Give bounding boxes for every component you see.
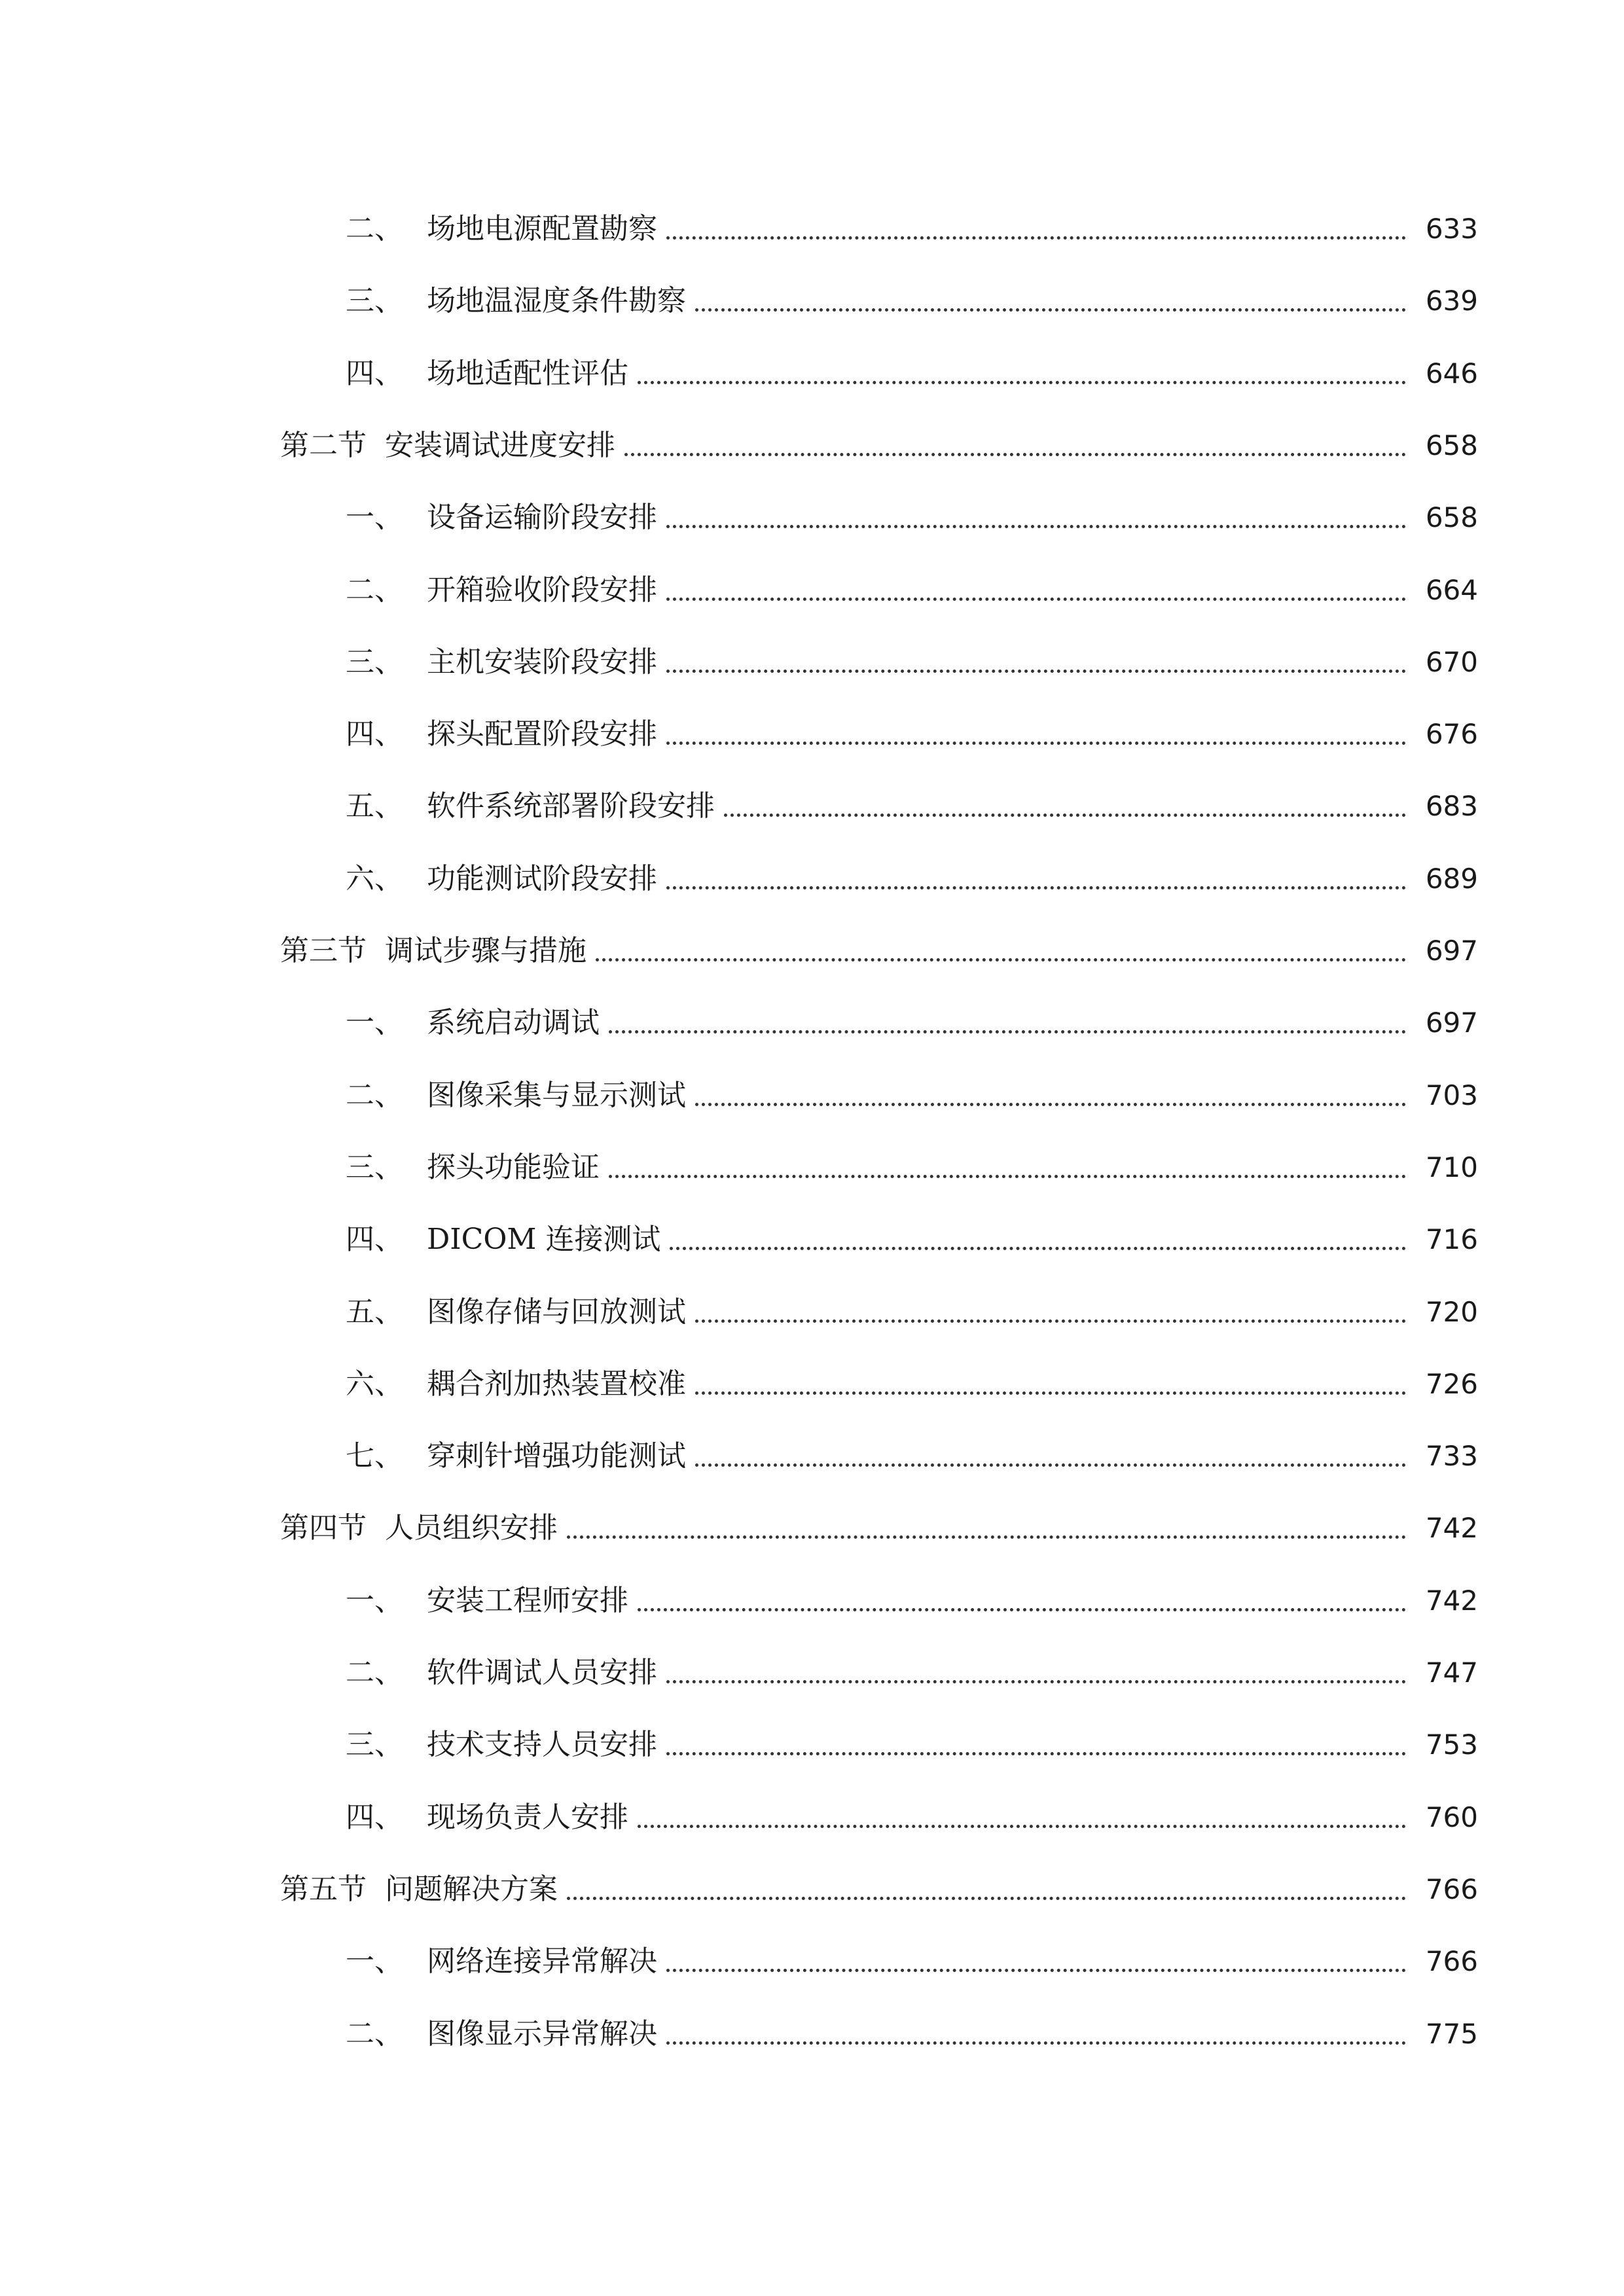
toc-subsection-entry[interactable] xyxy=(346,630,1478,682)
toc-entry-label xyxy=(346,715,657,754)
dot-leader xyxy=(609,1175,1406,1178)
dot-leader xyxy=(638,381,1406,384)
toc-subsection-entry[interactable] xyxy=(346,774,1478,826)
toc-entry-title: 安装调试进度安排 xyxy=(385,428,615,462)
dot-leader xyxy=(596,958,1406,961)
toc-entry-label xyxy=(346,1942,657,1981)
dot-leader xyxy=(695,308,1406,312)
toc-entry-title: 技术支持人员安排 xyxy=(427,1728,657,1762)
toc-entry-label xyxy=(280,1509,558,1548)
toc-subsection-entry[interactable] xyxy=(346,846,1478,899)
toc-entry-title: 安装工程师安排 xyxy=(427,1583,628,1617)
toc-entry-title: 网络连接异常解决 xyxy=(427,1945,657,1979)
toc-entry-number: 第三节 xyxy=(280,934,367,967)
toc-subsection-entry[interactable] xyxy=(346,1207,1478,1259)
toc-entry-label xyxy=(346,571,657,610)
toc-entry-title: 探头功能验证 xyxy=(427,1150,600,1184)
toc-entry-number: 二、 xyxy=(346,1656,403,1689)
toc-subsection-entry[interactable] xyxy=(346,1568,1478,1621)
toc-entry-page-number: 753 xyxy=(1425,1729,1478,1761)
dot-leader xyxy=(666,2041,1406,2045)
dot-leader xyxy=(609,1030,1406,1033)
toc-entry-title: 系统启动调试 xyxy=(427,1006,600,1040)
dot-leader xyxy=(666,1969,1406,1972)
toc-subsection-entry[interactable] xyxy=(346,485,1478,537)
toc-entry-page-number: 703 xyxy=(1425,1079,1478,1111)
toc-subsection-entry[interactable] xyxy=(346,702,1478,754)
dot-leader xyxy=(724,814,1406,817)
toc-entry-number: 三、 xyxy=(346,1150,403,1184)
toc-subsection-entry[interactable] xyxy=(346,1352,1478,1404)
dot-leader xyxy=(695,1319,1406,1323)
toc-entry-label xyxy=(346,1725,657,1765)
toc-subsection-entry[interactable] xyxy=(346,1280,1478,1332)
toc-entry-page-number: 633 xyxy=(1425,213,1478,245)
dot-leader xyxy=(670,1247,1406,1250)
toc-entry-title: 耦合剂加热装置校准 xyxy=(427,1367,686,1401)
toc-section-entry[interactable] xyxy=(280,918,1478,971)
toc-entry-label xyxy=(346,498,657,537)
toc-entry-number: 第四节 xyxy=(280,1511,367,1545)
toc-entry-number: 六、 xyxy=(346,1367,403,1401)
toc-subsection-entry[interactable] xyxy=(346,341,1478,393)
toc-entry-number: 三、 xyxy=(346,284,403,318)
toc-entry-title: 主机安装阶段安排 xyxy=(427,645,657,679)
dot-leader xyxy=(666,742,1406,745)
toc-subsection-entry[interactable] xyxy=(346,2001,1478,2054)
dot-leader xyxy=(666,670,1406,673)
toc-entry-title: 设备运输阶段安排 xyxy=(427,501,657,535)
toc-entry-label xyxy=(346,1798,628,1837)
toc-entry-title: 图像存储与回放测试 xyxy=(427,1295,686,1329)
toc-subsection-entry[interactable] xyxy=(346,1063,1478,1115)
toc-entry-number: 一、 xyxy=(346,1583,403,1617)
toc-entry-title: 图像显示异常解决 xyxy=(427,2017,657,2051)
toc-entry-number: 第五节 xyxy=(280,1872,367,1906)
toc-entry-number: 三、 xyxy=(346,1728,403,1762)
toc-entry-title: 穿刺针增强功能测试 xyxy=(427,1439,686,1473)
toc-entry-number: 二、 xyxy=(346,2017,403,2051)
toc-entry-page-number: 689 xyxy=(1425,862,1478,895)
toc-section-entry[interactable] xyxy=(280,413,1478,465)
toc-entry-label xyxy=(346,1365,686,1404)
toc-subsection-entry[interactable] xyxy=(346,1712,1478,1765)
toc-entry-number: 二、 xyxy=(346,573,403,607)
toc-entry-page-number: 775 xyxy=(1425,2017,1478,2050)
toc-entry-title: 图像采集与显示测试 xyxy=(427,1078,686,1112)
toc-entry-label xyxy=(346,787,715,826)
dot-leader xyxy=(666,525,1406,528)
toc-subsection-entry[interactable] xyxy=(346,1929,1478,1981)
toc-entry-number: 四、 xyxy=(346,1800,403,1834)
toc-entry-number: 二、 xyxy=(346,212,403,245)
dot-leader xyxy=(567,1535,1406,1539)
toc-entry-title: 场地适配性评估 xyxy=(427,356,628,390)
toc-entry-page-number: 697 xyxy=(1425,1007,1478,1039)
toc-entry-number: 一、 xyxy=(346,1006,403,1040)
toc-entry-title: 现场负责人安排 xyxy=(427,1800,628,1834)
toc-entry-number: 四、 xyxy=(346,356,403,390)
toc-entry-title: 人员组织安排 xyxy=(385,1511,558,1545)
dot-leader xyxy=(695,1463,1406,1467)
toc-entry-number: 五、 xyxy=(346,789,403,823)
toc-entry-page-number: 683 xyxy=(1425,790,1478,823)
toc-subsection-entry[interactable] xyxy=(346,1640,1478,1693)
toc-entry-title: 软件调试人员安排 xyxy=(427,1656,657,1689)
toc-entry-label xyxy=(280,931,586,971)
toc-subsection-entry[interactable] xyxy=(346,1424,1478,1476)
toc-entry-page-number: 766 xyxy=(1425,1873,1478,1905)
toc-entry-label xyxy=(346,859,657,899)
toc-entry-page-number: 710 xyxy=(1425,1151,1478,1183)
toc-entry-page-number: 646 xyxy=(1425,357,1478,389)
toc-entry-number: 一、 xyxy=(346,501,403,535)
toc-entry-number: 第二节 xyxy=(280,428,367,462)
toc-entry-page-number: 658 xyxy=(1425,501,1478,534)
toc-entry-title: DICOM 连接测试 xyxy=(427,1223,661,1257)
toc-entry-page-number: 742 xyxy=(1425,1584,1478,1617)
toc-entry-title: 调试步骤与措施 xyxy=(385,934,586,967)
toc-entry-number: 四、 xyxy=(346,1223,403,1257)
toc-entry-number: 六、 xyxy=(346,861,403,895)
toc-entry-number: 四、 xyxy=(346,717,403,751)
dot-leader xyxy=(567,1897,1406,1900)
toc-entry-label xyxy=(280,1870,558,1909)
toc-entry-page-number: 670 xyxy=(1425,645,1478,678)
toc-entry-page-number: 697 xyxy=(1425,935,1478,967)
dot-leader xyxy=(638,1825,1406,1828)
toc-section-entry[interactable] xyxy=(280,1496,1478,1548)
toc-entry-title: 场地温湿度条件勘察 xyxy=(427,284,686,318)
toc-entry-label xyxy=(346,643,657,682)
toc-entry-title: 场地电源配置勘察 xyxy=(427,212,657,245)
toc-entry-label xyxy=(346,209,657,249)
toc-entry-label xyxy=(346,281,686,321)
toc-entry-number: 二、 xyxy=(346,1078,403,1112)
toc-entry-title: 开箱验收阶段安排 xyxy=(427,573,657,607)
toc-entry-page-number: 742 xyxy=(1425,1512,1478,1545)
toc-subsection-entry[interactable] xyxy=(346,196,1478,249)
dot-leader xyxy=(666,886,1406,889)
toc-entry-label xyxy=(346,1581,628,1621)
toc-entry-title: 探头配置阶段安排 xyxy=(427,717,657,751)
toc-entry-page-number: 726 xyxy=(1425,1367,1478,1400)
toc-entry-page-number: 658 xyxy=(1425,429,1478,461)
toc-entry-label xyxy=(346,1003,600,1043)
toc-entry-page-number: 639 xyxy=(1425,285,1478,317)
dot-leader xyxy=(638,1608,1406,1611)
toc-entry-label xyxy=(346,1293,686,1332)
toc-entry-label xyxy=(346,1148,600,1187)
toc-entry-page-number: 760 xyxy=(1425,1801,1478,1833)
dot-leader xyxy=(695,1391,1406,1395)
toc-entry-label xyxy=(346,1437,686,1476)
toc-entry-label xyxy=(346,1653,657,1693)
toc-entry-page-number: 676 xyxy=(1425,718,1478,751)
toc-entry-page-number: 720 xyxy=(1425,1295,1478,1328)
toc-entry-label xyxy=(280,426,615,465)
toc-subsection-entry[interactable] xyxy=(346,1135,1478,1187)
dot-leader xyxy=(666,598,1406,601)
dot-leader xyxy=(695,1103,1406,1106)
toc-entry-number: 一、 xyxy=(346,1945,403,1979)
toc-entry-label xyxy=(346,354,628,393)
toc-subsection-entry[interactable] xyxy=(346,558,1478,610)
toc-entry-title: 问题解决方案 xyxy=(385,1872,558,1906)
toc-entry-page-number: 747 xyxy=(1425,1657,1478,1689)
toc-subsection-entry[interactable] xyxy=(346,990,1478,1043)
toc-entry-page-number: 716 xyxy=(1425,1223,1478,1256)
toc-entry-number: 七、 xyxy=(346,1439,403,1473)
dot-leader xyxy=(666,236,1406,240)
toc-entry-title: 功能测试阶段安排 xyxy=(427,861,657,895)
toc-entry-number: 三、 xyxy=(346,645,403,679)
toc-entry-title: 软件系统部署阶段安排 xyxy=(427,789,715,823)
toc-subsection-entry[interactable] xyxy=(346,268,1478,321)
toc-entry-page-number: 733 xyxy=(1425,1440,1478,1473)
toc-entry-number: 五、 xyxy=(346,1295,403,1329)
toc-subsection-entry[interactable] xyxy=(346,1785,1478,1837)
dot-leader xyxy=(624,453,1406,456)
toc-entry-label xyxy=(346,1076,686,1115)
toc-section-entry[interactable] xyxy=(280,1857,1478,1909)
dot-leader xyxy=(666,1752,1406,1755)
dot-leader xyxy=(666,1680,1406,1683)
toc-entry-label xyxy=(346,1220,660,1259)
toc-entry-label xyxy=(346,2015,657,2054)
toc-entry-page-number: 664 xyxy=(1425,573,1478,606)
toc-entry-page-number: 766 xyxy=(1425,1945,1478,1978)
